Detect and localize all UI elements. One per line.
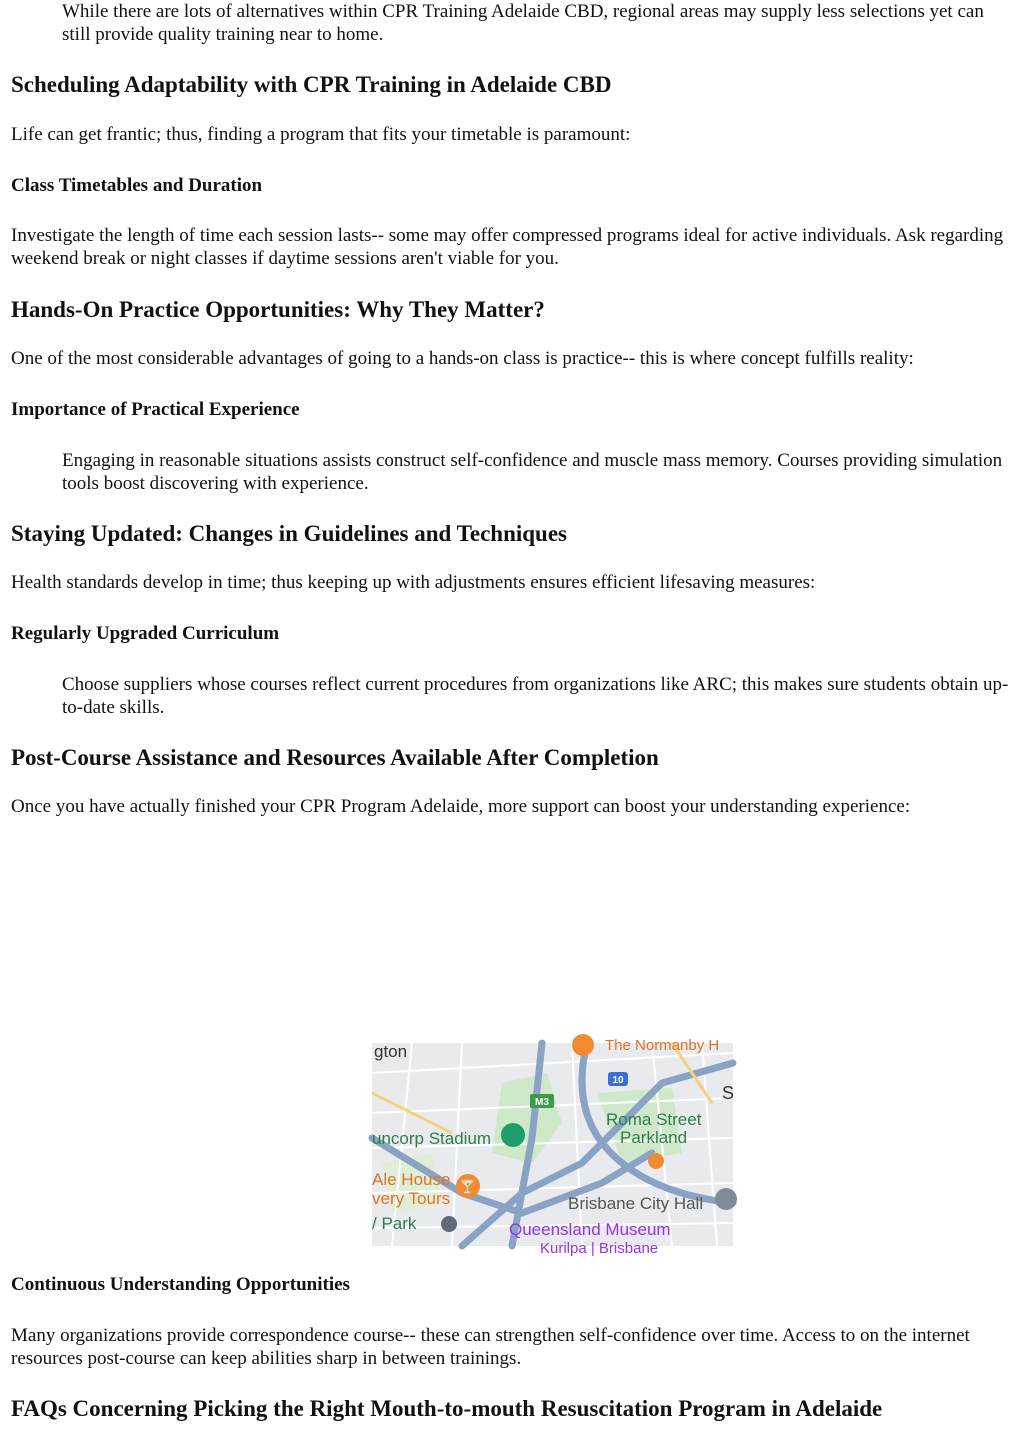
map-label-s: S xyxy=(722,1083,735,1103)
section-heading-staying-updated: Staying Updated: Changes in Guidelines and Techniques xyxy=(11,521,568,546)
body-practical-experience: Engaging in reasonable situations assists construct self-confidence and muscle mass memory. Courses providing simulation tools boost discovering with experience. xyxy=(62,450,1003,494)
subheading-class-timetables: Class Timetables and Duration xyxy=(11,175,263,196)
map-label-roma-street: Roma Street xyxy=(606,1110,702,1129)
section-lead-hands-on: One of the most considerable advantages of going to a hands-on class is practice-- this is where concept fulfills reality: xyxy=(11,348,914,369)
body-upgraded-curriculum: Choose suppliers whose courses reflect current procedures from organizations like ARC; this makes sure students obtain up-to-date skills. xyxy=(62,674,1009,718)
map-label-ale-house: Ale House xyxy=(372,1170,451,1189)
route-m3-label: M3 xyxy=(535,1097,549,1108)
subheading-practical-experience: Importance of Practical Experience xyxy=(11,399,300,420)
section-heading-scheduling: Scheduling Adaptability with CPR Training in Adelaide CBD xyxy=(11,72,612,97)
section-lead-post-course: Once you have actually finished your CPR Program Adelaide, more support can boost your understanding experience: xyxy=(11,796,911,817)
city-hall-poi-icon[interactable] xyxy=(715,1188,737,1210)
map-label-parkland: Parkland xyxy=(620,1128,688,1147)
section-heading-hands-on: Hands-On Practice Opportunities: Why They Matter? xyxy=(11,297,545,322)
map-label-normanby: The Normanby H xyxy=(605,1037,720,1054)
embedded-map[interactable] xyxy=(372,1037,735,1257)
body-class-timetables: Investigate the length of time each session lasts-- some may offer compressed programs ideal for active individuals. Ask regarding weekend break or night classes if daytime sessions aren't viable for you. xyxy=(11,225,1004,269)
intro-paragraph: While there are lots of alternatives within CPR Training Adelaide CBD, regional areas may supply less selections yet can still provide quality training near to home. xyxy=(62,1,984,45)
map-graphic xyxy=(372,1037,735,1257)
stadium-poi-icon[interactable] xyxy=(501,1123,525,1147)
section-heading-post-course: Post-Course Assistance and Resources Available After Completion xyxy=(11,745,659,770)
map-label-tours: very Tours xyxy=(372,1189,451,1208)
subheading-upgraded-curriculum: Regularly Upgraded Curriculum xyxy=(11,623,280,644)
map-label-gton: gton xyxy=(374,1042,408,1061)
section-heading-faqs: FAQs Concerning Picking the Right Mouth-to-mouth Resuscitation Program in Adelaide xyxy=(11,1396,883,1421)
section-lead-scheduling: Life can get frantic; thus, finding a program that fits your timetable is paramount: xyxy=(11,124,631,145)
section-lead-staying-updated: Health standards develop in time; thus keeping up with adjustments ensures efficient lifesaving measures: xyxy=(11,572,816,593)
body-continuous-understanding: Many organizations provide correspondence course-- these can strengthen self-confidence over time. Access to on the internet resources post-course can keep abilities sharp in between trainings. xyxy=(11,1325,970,1369)
map-label-stadium: uncorp Stadium xyxy=(372,1129,492,1148)
normanby-poi-icon[interactable] xyxy=(572,1034,594,1056)
route-10-label: 10 xyxy=(612,1075,624,1086)
map-label-city-hall: Brisbane City Hall xyxy=(568,1194,704,1213)
map-label-museum: Queensland Museum xyxy=(509,1220,671,1239)
subheading-continuous-understanding: Continuous Understanding Opportunities xyxy=(11,1274,350,1295)
cocktail-icon: 🍸 xyxy=(459,1179,477,1194)
bus-stop-icon[interactable] xyxy=(441,1216,457,1232)
park-transit-poi-icon[interactable] xyxy=(648,1153,664,1169)
map-label-kurilpa: Kurilpa | Brisbane xyxy=(540,1240,659,1257)
map-label-park: / Park xyxy=(372,1214,417,1233)
